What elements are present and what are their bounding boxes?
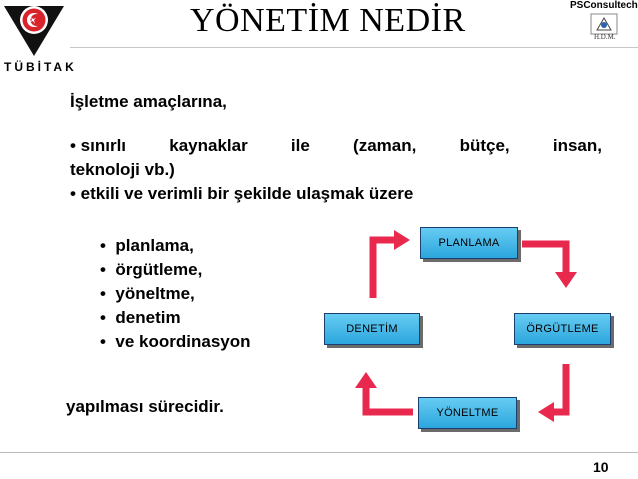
word: ile xyxy=(290,136,310,155)
node-organizing: ÖRGÜTLEME xyxy=(514,313,611,345)
bullet-mark: • xyxy=(100,308,106,327)
arrowhead xyxy=(538,402,554,422)
list-item-text: örgütleme, xyxy=(115,260,203,279)
arrow-plan-to-organize xyxy=(522,244,566,274)
node-controlling: DENETİM xyxy=(324,313,420,345)
word: • sınırlı xyxy=(70,136,127,155)
bullet-mark: • xyxy=(100,332,106,351)
node-planning: PLANLAMA xyxy=(420,227,518,259)
word: (zaman, xyxy=(353,136,417,155)
arrow-direct-to-control xyxy=(366,385,413,412)
brand-subtitle: H.D.M. xyxy=(594,33,616,41)
arrowhead xyxy=(355,372,377,388)
bullet-mark: • xyxy=(100,284,106,303)
list-item-text: ve koordinasyon xyxy=(115,332,251,351)
arrow-organize-to-direct xyxy=(552,364,566,412)
closing-text: yapılması sürecidir. xyxy=(66,397,224,416)
bullet-mark: • xyxy=(100,236,106,255)
goal-line: • etkili ve verimli bir şekilde ulaşmak üzere xyxy=(70,184,414,203)
bullet-mark: • xyxy=(100,260,106,279)
brand-name: PSConsultech xyxy=(570,0,638,11)
intro-text: İşletme amaçlarına, xyxy=(70,92,227,111)
arrowhead xyxy=(555,272,577,288)
page-title: YÖNETİM NEDİR xyxy=(190,2,466,39)
word: bütçe, xyxy=(459,136,510,155)
arrowhead xyxy=(394,230,410,250)
word: kaynaklar xyxy=(169,136,248,155)
page-number: 10 xyxy=(593,459,609,475)
word: insan, xyxy=(552,136,602,155)
list-item-text: denetim xyxy=(115,308,181,327)
resource-line-continued: teknoloji vb.) xyxy=(70,160,175,179)
list-item-text: planlama, xyxy=(115,236,194,255)
arrow-control-to-plan xyxy=(373,240,396,298)
logo-wordmark: TÜBİTAK xyxy=(4,60,77,74)
list-item-text: yöneltme, xyxy=(115,284,195,303)
node-directing: YÖNELTME xyxy=(418,397,517,429)
footer-divider xyxy=(0,452,638,453)
